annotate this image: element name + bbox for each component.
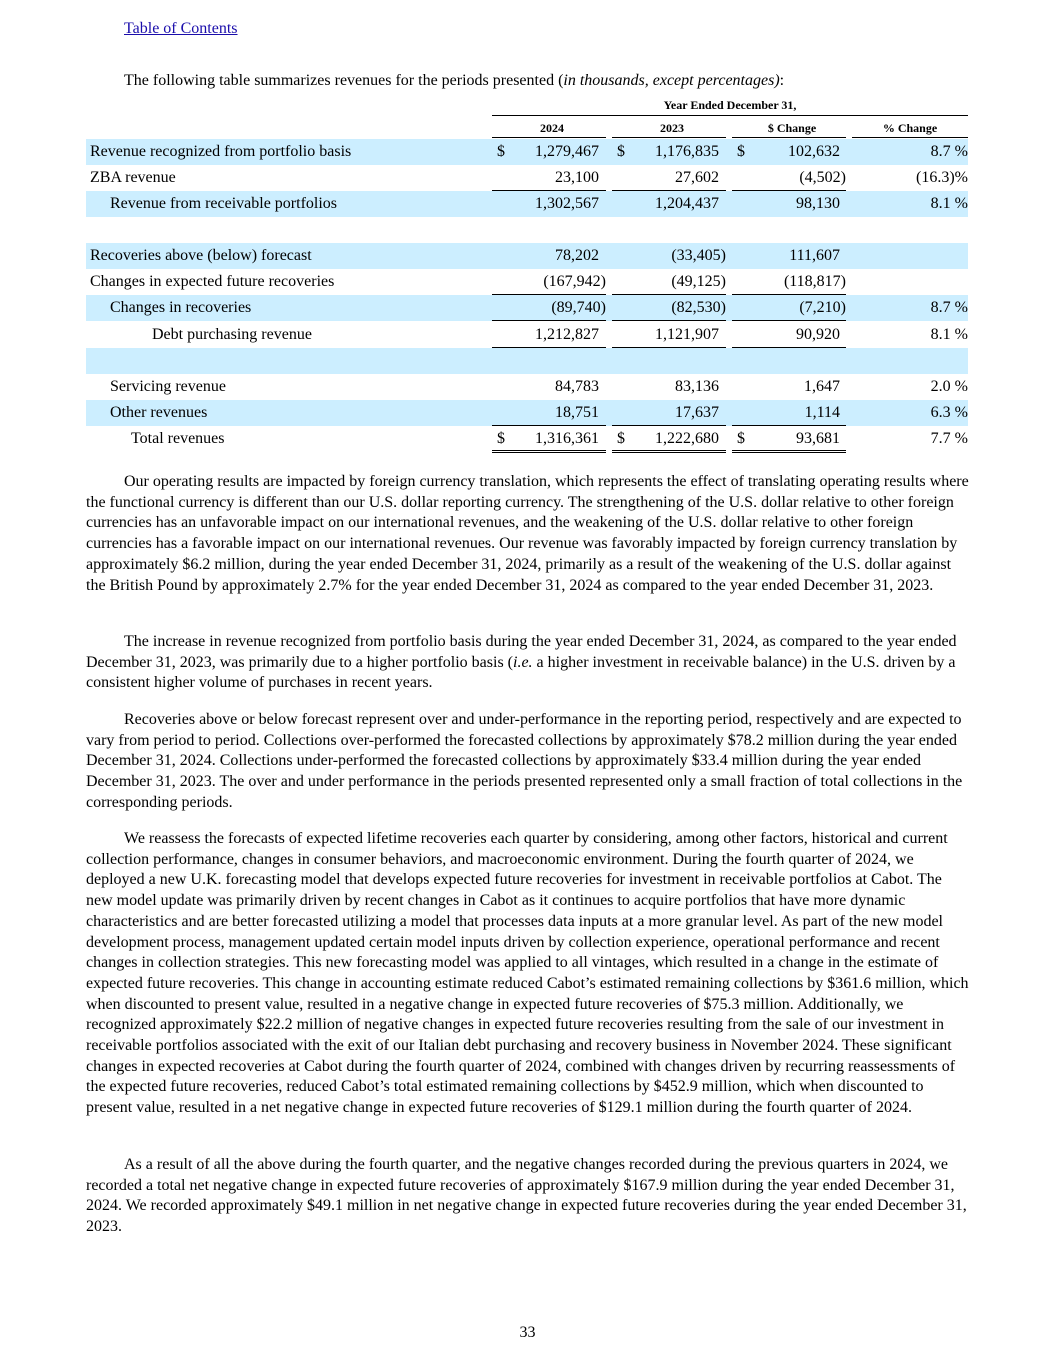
subtotal-rule bbox=[492, 320, 606, 321]
subtotal-rule bbox=[612, 320, 726, 321]
currency-symbol: $ bbox=[497, 143, 505, 160]
value-2024: 18,751 bbox=[555, 404, 599, 421]
table-row bbox=[86, 269, 968, 295]
header-rule bbox=[492, 137, 606, 138]
row-label: Servicing revenue bbox=[110, 378, 226, 395]
row-label: Revenue recognized from portfolio basis bbox=[90, 143, 352, 160]
value-dollar-change: 98,130 bbox=[796, 195, 840, 212]
value-2024: (89,740) bbox=[551, 299, 606, 316]
value-dollar-change: 1,647 bbox=[804, 378, 840, 395]
row-label: Changes in expected future recoveries bbox=[90, 273, 335, 290]
value-2024: (167,942) bbox=[543, 273, 606, 290]
value-pct-change: 8.1 % bbox=[930, 326, 968, 343]
paragraph-forecast-reassessment: We reassess the forecasts of expected lifetime recoveries each quarter by considering, among other factors, historical and current collection performance, changes in consumer behaviors, and macroeconomic environment. During the fourth quarter of 2024, we deployed a new U.K. forecasting model that develops expected future recoveries for investment in receivable portfolios at Cabot. The new model update was primarily driven by recent changes in Cabot as it continues to acquire portfolios that have more dynamic characteristics and are better forecasted utilizing a model that processes data inputs at a more granular level. As part of the new model development process, management updated certain model inputs driven by collection experience, operational performance and recent changes in collection strategies. This new forecasting model was applied to all vintages, which resulted in a change in the estimate of expected future recoveries. This change in accounting estimate reduced Cabot’s estimated remaining collections by $361.6 million, which when discounted to present value, resulted in a negative change in expected future recoveries of $75.3 million. Additionally, we recognized approximately $22.2 million of negative changes in expected future recoveries resulting from the sale of our investment in receivable portfolios associated with the exit of our Italian debt purchasing and recovery business in November 2024. These significant changes in expected recoveries at Cabot during the fourth quarter of 2024, combined with changes driven by recurring reassessments of the expected future recoveries, reduced Cabot’s total estimated remaining collections by $452.9 million, which when discounted to present value, resulted in a net negative change in expected future recoveries of $129.1 million during the fourth quarter of 2024. bbox=[86, 830, 969, 1117]
paragraph-fx-translation: Our operating results are impacted by foreign currency translation, which represents the effect of translating operating results where the functional currency is different than our U.S. dollar reporting currency. The strengthening of the U.S. dollar relative to other foreign currencies has an unfavorable impact on our international revenues, and the weakening of the U.S. dollar relative to other foreign currencies has a favorable impact on our international revenues. Our revenue was favorably impacted by foreign currency translation by approximately $6.2 million, during the year ended December 31, 2024, primarily as a result of the weakening of the U.S. dollar against the British Pound by approximately 2.7% for the year ended December 31, 2024 as compared to the year ended December 31, 2023. bbox=[86, 473, 969, 594]
value-dollar-change: 111,607 bbox=[789, 247, 840, 264]
value-2023: 27,602 bbox=[675, 169, 719, 186]
table-row bbox=[86, 426, 968, 452]
header-rule bbox=[612, 137, 726, 138]
col-pct-change-header: % Change bbox=[882, 121, 938, 135]
value-2024: 1,302,567 bbox=[535, 195, 599, 212]
col-dollar-change-header: $ Change bbox=[767, 121, 817, 135]
table-intro: The following table summarizes revenues for the periods presented (in thousands, except percentages): bbox=[124, 72, 785, 89]
table-row bbox=[86, 374, 968, 400]
table-row bbox=[86, 165, 968, 191]
header-rule bbox=[852, 137, 968, 138]
total-double-rule bbox=[492, 450, 606, 453]
value-pct-change: 8.1 % bbox=[930, 195, 968, 212]
value-dollar-change: 102,632 bbox=[788, 143, 840, 160]
page-number: 33 bbox=[519, 1324, 536, 1341]
value-2024: 1,316,361 bbox=[535, 430, 599, 447]
value-2024: 1,279,467 bbox=[535, 143, 599, 160]
value-dollar-change: (7,210) bbox=[799, 299, 846, 316]
table-row bbox=[86, 322, 968, 348]
value-2023: (82,530) bbox=[671, 299, 726, 316]
currency-symbol: $ bbox=[737, 143, 745, 160]
value-dollar-change: 1,114 bbox=[804, 404, 840, 421]
total-double-rule bbox=[732, 450, 846, 453]
row-label: Changes in recoveries bbox=[110, 299, 252, 316]
value-dollar-change: (118,817) bbox=[783, 273, 846, 290]
header-rule bbox=[492, 115, 968, 116]
row-label: Debt purchasing revenue bbox=[152, 326, 312, 343]
table-row bbox=[86, 400, 968, 426]
header-rule bbox=[732, 137, 846, 138]
value-2023: 1,176,835 bbox=[655, 143, 719, 160]
value-pct-change: 6.3 % bbox=[930, 404, 968, 421]
row-label: ZBA revenue bbox=[90, 169, 176, 186]
value-dollar-change: (4,502) bbox=[799, 169, 846, 186]
currency-symbol: $ bbox=[737, 430, 745, 447]
total-double-rule bbox=[612, 450, 726, 453]
value-2023: 17,637 bbox=[675, 404, 719, 421]
value-dollar-change: 93,681 bbox=[796, 430, 840, 447]
row-label: Revenue from receivable portfolios bbox=[110, 195, 338, 212]
currency-symbol: $ bbox=[617, 143, 625, 160]
value-2023: 1,121,907 bbox=[655, 326, 719, 343]
value-2023: (33,405) bbox=[671, 247, 726, 264]
value-dollar-change: 90,920 bbox=[796, 326, 840, 343]
value-pct-change: 8.7 % bbox=[930, 299, 968, 316]
row-label: Recoveries above (below) forecast bbox=[90, 247, 312, 264]
subtotal-rule bbox=[732, 320, 846, 321]
table-row bbox=[86, 191, 968, 217]
table-row bbox=[86, 295, 968, 321]
value-pct-change: 8.7 % bbox=[930, 143, 968, 160]
paragraph-recoveries-forecast: Recoveries above or below forecast represent over and under-performance in the reporting period, respectively and are expected to vary from period to period. Collections over-performed the forecasted collections by approximately $78.2 million during the year ended December 31, 2024. Collections under-performed the forecasted collections by approximately $33.4 million during the year ended December 31, 2023. The over and under performance in the periods presented represented only a small fraction of total collections in the corresponding periods. bbox=[86, 711, 963, 811]
value-2024: 1,212,827 bbox=[535, 326, 599, 343]
value-2023: (49,125) bbox=[671, 273, 726, 290]
value-2023: 1,204,437 bbox=[655, 195, 719, 212]
value-2024: 23,100 bbox=[555, 169, 599, 186]
currency-symbol: $ bbox=[497, 430, 505, 447]
value-pct-change: 2.0 % bbox=[930, 378, 968, 395]
currency-symbol: $ bbox=[617, 430, 625, 447]
value-2024: 78,202 bbox=[555, 247, 599, 264]
value-2023: 83,136 bbox=[675, 378, 719, 395]
value-pct-change: 7.7 % bbox=[930, 430, 968, 447]
value-2023: 1,222,680 bbox=[655, 430, 719, 447]
row-label: Total revenues bbox=[131, 430, 225, 447]
row-label: Other revenues bbox=[110, 404, 208, 421]
value-2024: 84,783 bbox=[555, 378, 599, 395]
value-pct-change: (16.3)% bbox=[916, 169, 968, 186]
spacer-row bbox=[86, 348, 968, 374]
paragraph-net-negative-change: As a result of all the above during the fourth quarter, and the negative changes recorded during the previous quarters in 2024, we recorded a total net negative change in expected future recoveries of approximately $167.9 million during the year ended December 31, 2024. We recorded approximately $49.1 million in net negative change in expected future recoveries during the year ended December 31, 2023. bbox=[86, 1156, 967, 1236]
paragraph-portfolio-basis: The increase in revenue recognized from portfolio basis during the year ended December 31, 2024, as compared to the year ended December 31, 2023, was primarily due to a higher portfolio basis (i.e. a higher investment in receivable balance) in the U.S. driven by a consistent higher volume of purchases in recent years. bbox=[86, 633, 957, 692]
col-2024-header: 2024 bbox=[540, 121, 564, 135]
table-row bbox=[86, 139, 968, 165]
year-ended-header: Year Ended December 31, bbox=[663, 98, 797, 112]
col-2023-header: 2023 bbox=[660, 121, 684, 135]
table-of-contents-link[interactable]: Table of Contents bbox=[124, 20, 238, 37]
table-row bbox=[86, 243, 968, 269]
